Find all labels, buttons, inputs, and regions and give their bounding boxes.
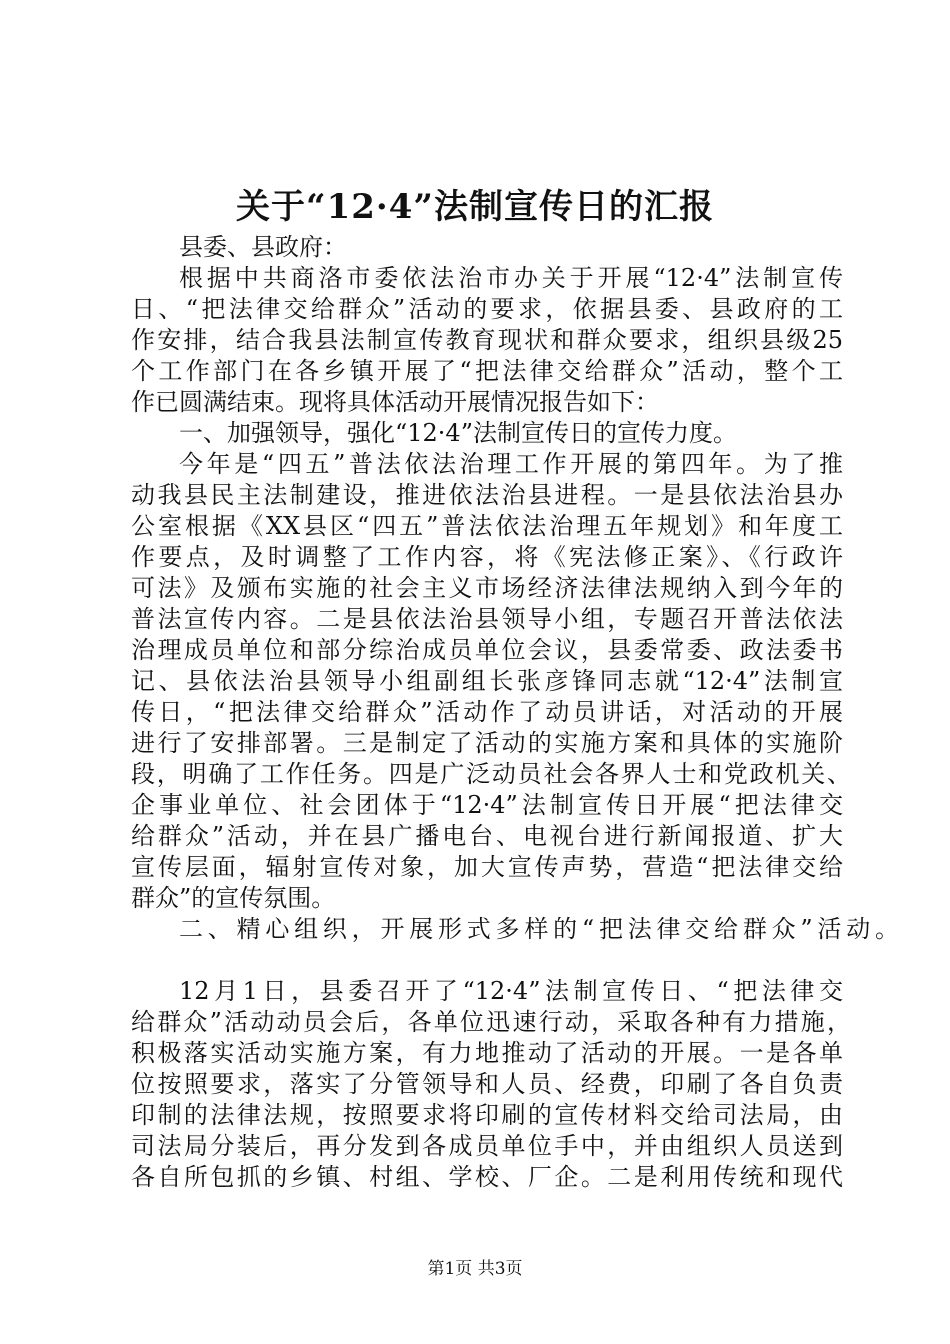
paragraph-line: 企事业单位、社会团体于“12·4”法制宣传日开展“把法律交 (131, 791, 843, 819)
paragraph-line: 个工作部门在各乡镇开展了“把法律交给群众”活动，整个工 (131, 357, 843, 385)
paragraph-line: 印制的法律法规，按照要求将印刷的宣传材料交给司法局，由 (131, 1101, 843, 1129)
paragraph-line: 动我县民主法制建设，推进依法治县进程。一是县依法治县办 (131, 481, 843, 509)
paragraph-line: 作已圆满结束。现将具体活动开展情况报告如下： (131, 388, 659, 416)
section-heading-1: 一、加强领导，强化“12·4”法制宣传日的宣传力度。 (179, 419, 737, 447)
paragraph-line: 可法》及颁布实施的社会主义市场经济法律法规纳入到今年的 (131, 574, 843, 602)
document-title: 关于“12·4”法制宣传日的汇报 (236, 187, 714, 227)
paragraph-line: 给群众”活动动员会后，各单位迅速行动，采取各种有力措施， (131, 1008, 851, 1036)
paragraph-line: 进行了安排部署。三是制定了活动的实施方案和具体的实施阶 (131, 729, 843, 757)
paragraph-line: 今年是“四五”普法依法治理工作开展的第四年。为了推 (179, 450, 843, 478)
paragraph-line: 根据中共商洛市委依法治市办关于开展“12·4”法制宣传 (179, 264, 843, 292)
paragraph-line: 公室根据《XX县区“四五”普法依法治理五年规划》和年度工 (131, 512, 843, 540)
page-number-footer: 第1页 共3页 (427, 1259, 523, 1279)
paragraph-line: 群众”的宣传氛围。 (131, 884, 336, 912)
paragraph-line: 传日，“把法律交给群众”活动作了动员讲话，对活动的开展 (131, 698, 843, 726)
paragraph-line: 司法局分装后，再分发到各成员单位手中，并由组织人员送到 (131, 1132, 843, 1160)
paragraph-line: 位按照要求，落实了分管领导和人员、经费，印刷了各自负责 (131, 1070, 843, 1098)
paragraph-line: 各自所包抓的乡镇、村组、学校、厂企。二是利用传统和现代 (131, 1163, 843, 1191)
paragraph-line: 普法宣传内容。二是县依法治县领导小组，专题召开普法依法 (131, 605, 843, 633)
paragraph-line: 日、“把法律交给群众”活动的要求，依据县委、县政府的工 (131, 295, 843, 323)
salutation: 县委、县政府： (179, 233, 347, 261)
paragraph-line: 作要点，及时调整了工作内容，将《宪法修正案》、《行政许 (131, 543, 843, 571)
paragraph-line: 作安排，结合我县法制宣传教育现状和群众要求，组织县级25 (131, 326, 843, 354)
document-body (131, 232, 899, 1193)
paragraph-line: 积极落实活动实施方案，有力地推动了活动的开展。一是各单 (131, 1039, 843, 1067)
paragraph-line: 治理成员单位和部分综治成员单位会议，县委常委、政法委书 (131, 636, 843, 664)
paragraph-line: 记、县依法治县领导小组副组长张彦锋同志就“12·4”法制宣 (131, 667, 843, 695)
paragraph-line: 宣传层面，辐射宣传对象，加大宣传声势，营造“把法律交给 (131, 853, 843, 881)
paragraph-line: 段，明确了工作任务。四是广泛动员社会各界人士和党政机关、 (131, 760, 851, 788)
section-heading-2: 二、精心组织，开展形式多样的“把法律交给群众”活动。 (179, 915, 899, 943)
paragraph-line: 12月1日，县委召开了“12·4”法制宣传日、“把法律交 (179, 977, 843, 1005)
paragraph-line: 给群众”活动，并在县广播电台、电视台进行新闻报道、扩大 (131, 822, 843, 850)
blank-line (131, 945, 843, 976)
